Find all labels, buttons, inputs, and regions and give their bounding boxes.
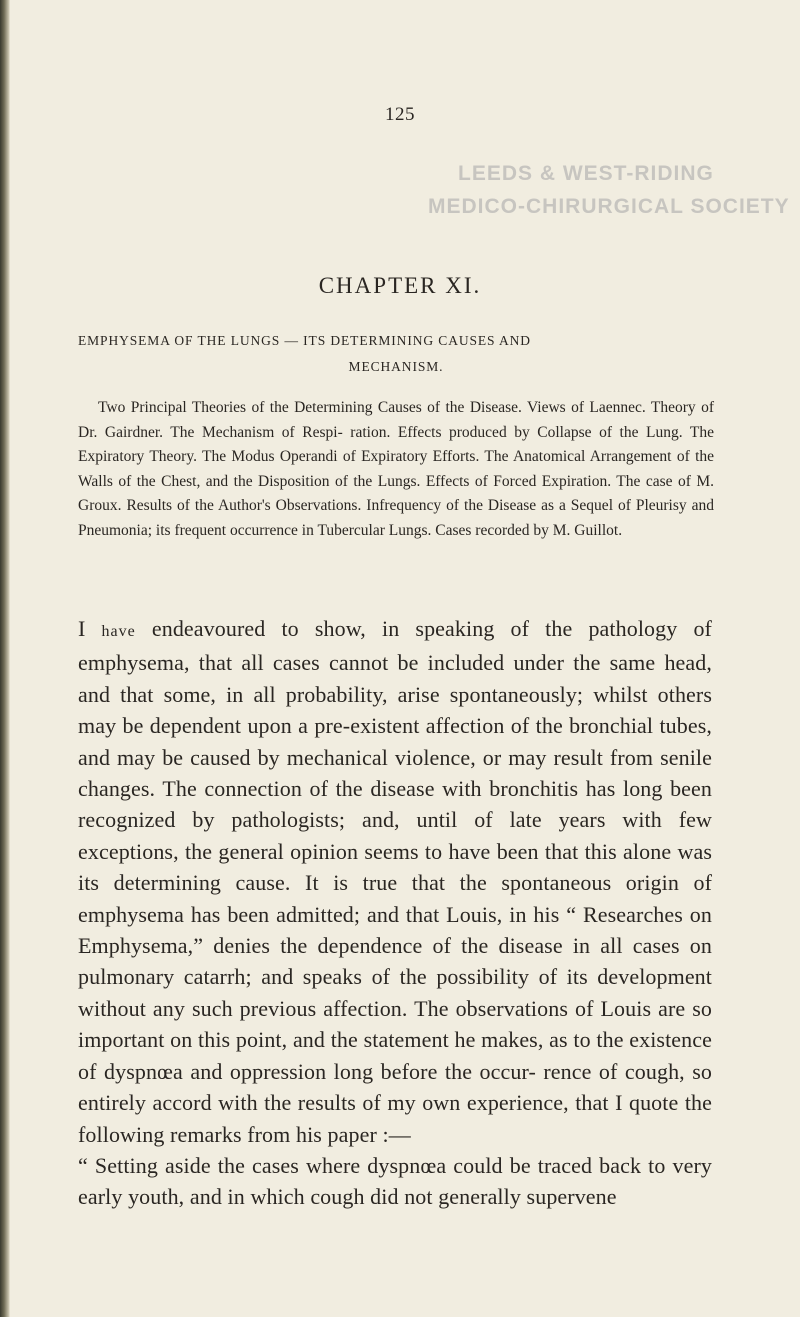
chapter-subtitle-line-2: MECHANISM.: [348, 359, 444, 374]
opening-word: I: [78, 616, 86, 641]
paragraph-text: endeavoured to show, in speaking of the pathology of emphysema, that all cases cannot be included under the same head, and that some, in all probability, arise spontaneously; whilst others may be dependent upon a pre-existent affection of the bronchial tubes, and may be caused by mechanical violence, or may result from senile changes. The connection of the disease with bronchitis has long been recognized by pathologists; and, until of late years with few exceptions, the general opinion seems to have been that this alone was its determining cause. It is true that the spontaneous origin of emphysema has been admitted; and that Louis, in his “ Researches on Emphysema,” denies the dependence of the disease in all cases on pulmonary catarrh; and speaks of the possibility of its development without any such previous affection. The observations of Louis are so important on this point, and the statement he makes, as to the existence of dyspnœa and oppression long before the occur- rence of cough, so entirely accord with the results of my own experience, that I quote the following remarks from his paper :—: [78, 616, 712, 1147]
quotation-text: “ Setting aside the cases where dyspnœa could be traced back to very early youth, and in which cough did not generally supervene: [78, 1152, 712, 1210]
chapter-summary: Two Principal Theories of the Determining Causes of the Disease. Views of Laennec. Theory of Dr. Gairdner. The Mechanism of Respi- ration. Effects produced by Collapse of the Lung. The Expiratory Theory. The Modus Operandi of Expiratory Efforts. The Anatomical Arrangement of the Walls of the Chest, and the Disposition of the Lungs. Effects of Forced Expiration. The case of M. Groux. Results of the Author's Observations. Infrequency of the Disease as a Sequel of Pleurisy and Pneumonia; its frequent occurrence in Tubercular Lungs. Cases recorded by M. Guillot.: [78, 399, 714, 539]
library-stamp-line-2: MEDICO-CHIRURGICAL SOCIETY: [428, 195, 790, 218]
body-paragraph: [78, 613, 712, 1213]
library-stamp-line-1: LEEDS & WEST-RIDING: [458, 162, 714, 185]
chapter-subtitle-line-1: EMPHYSEMA OF THE LUNGS — ITS DETERMINING CAUSES AND: [78, 333, 531, 348]
page-binding-edge: [0, 0, 10, 1317]
chapter-subtitle: [78, 328, 714, 380]
page-number: 125: [385, 104, 415, 125]
chapter-title: CHAPTER XI.: [318, 273, 482, 298]
opening-small-caps: have: [101, 623, 136, 640]
